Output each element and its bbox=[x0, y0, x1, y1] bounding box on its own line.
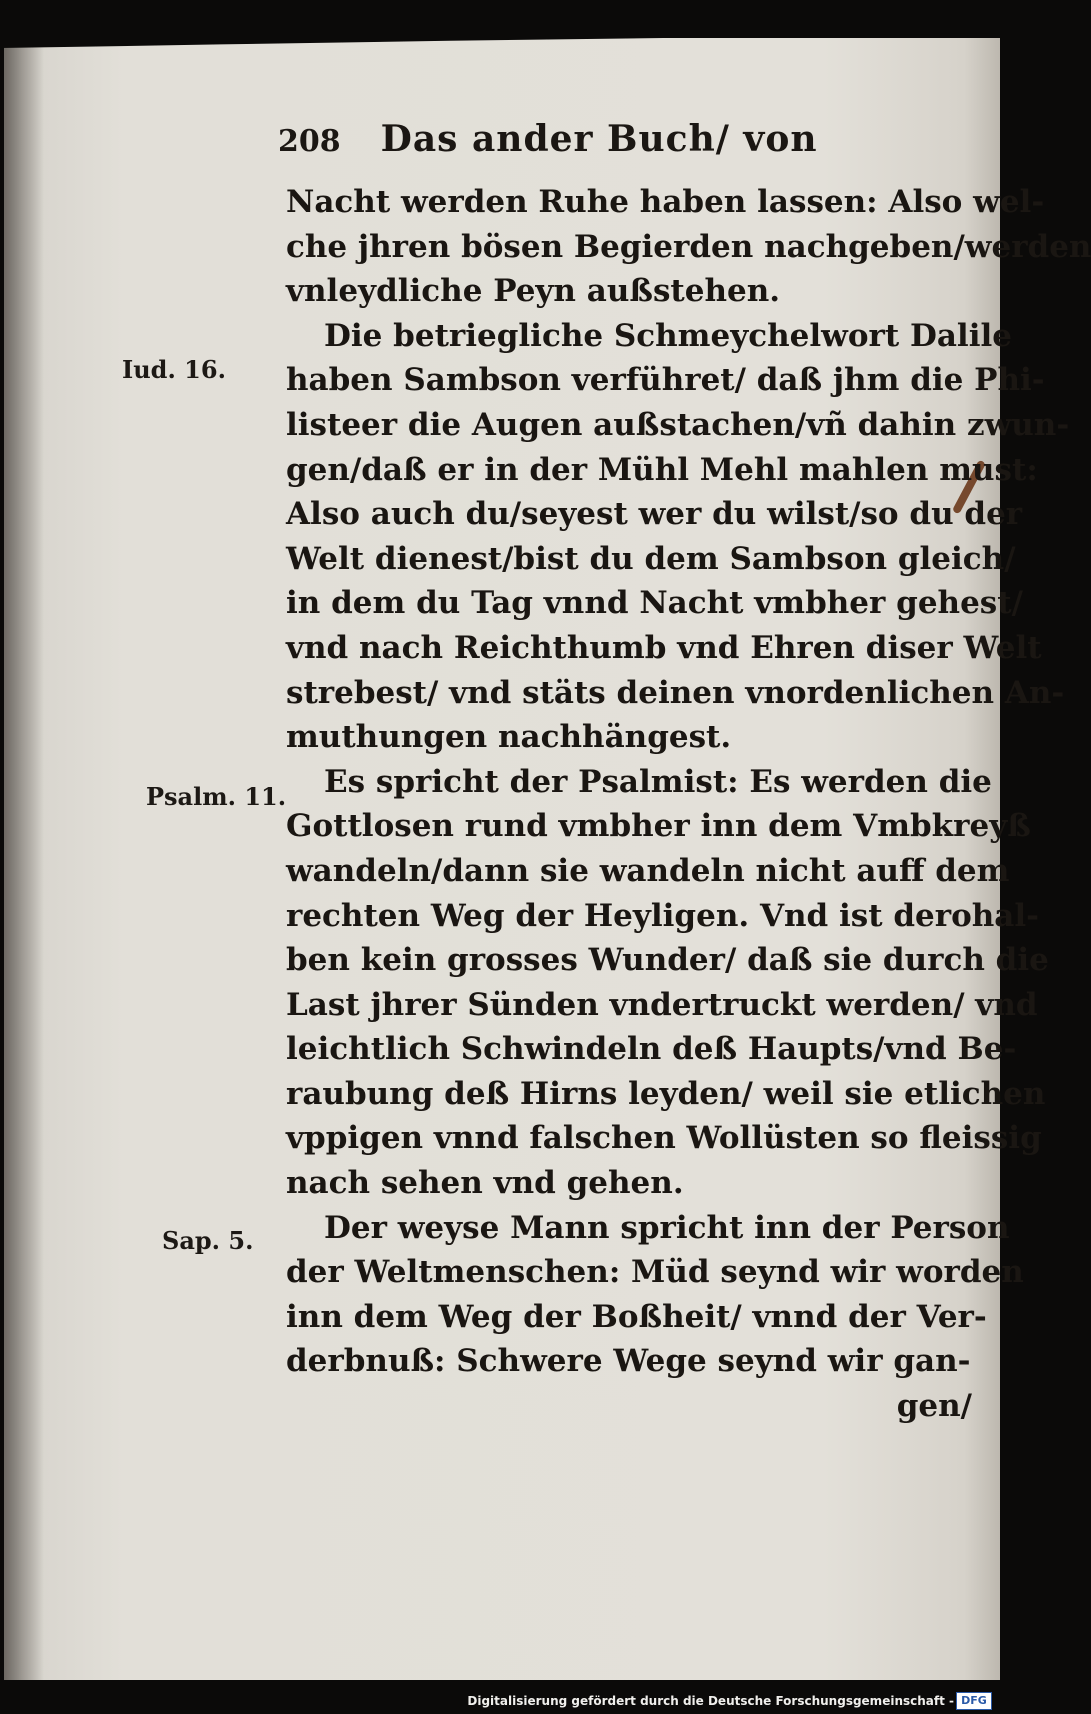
dfg-logo-icon: DFG bbox=[956, 1692, 992, 1710]
text-line: wandeln/dann sie wandeln nicht auff dem bbox=[286, 852, 1010, 889]
text-line: gen/daß er in der Mühl Mehl mahlen must: bbox=[286, 451, 1038, 488]
margin-note-psalm: Psalm. 11. bbox=[146, 782, 287, 811]
text-line: strebest/ vnd stäts deinen vnordenlichen An- bbox=[286, 674, 1065, 711]
text-line: Der weyse Mann spricht inn der Person bbox=[324, 1209, 1010, 1246]
page-gutter-shadow bbox=[4, 38, 44, 1680]
text-line: Es spricht der Psalmist: Es werden die bbox=[324, 763, 992, 800]
page-number: 208 bbox=[278, 124, 341, 159]
text-line: Gottlosen rund vmbher inn dem Vmbkreyß bbox=[286, 808, 1031, 845]
text-line: derbnuß: Schwere Wege seynd wir gan- bbox=[286, 1343, 971, 1380]
text-line: vnleydliche Peyn außstehen. bbox=[286, 273, 781, 310]
margin-note-jud: Iud. 16. bbox=[122, 355, 226, 384]
text-line: in dem du Tag vnnd Nacht vmbher gehest/ bbox=[286, 585, 1023, 622]
text-line: Also auch du/seyest wer du wilst/so du der bbox=[286, 496, 1023, 533]
text-line: raubung deß Hirns leyden/ weil sie etlichen bbox=[286, 1075, 1046, 1112]
text-line: listeer die Augen außstachen/vñ dahin zwun- bbox=[286, 406, 1070, 443]
page-header bbox=[278, 118, 898, 170]
catchword: gen/ bbox=[896, 1388, 972, 1425]
text-line: haben Sambson verführet/ daß jhm die Phi- bbox=[286, 362, 1045, 399]
text-line: nach sehen vnd gehen. bbox=[286, 1165, 684, 1202]
text-line: ben kein grosses Wunder/ daß sie durch die bbox=[286, 942, 1049, 979]
text-line: che jhren bösen Begierden nachgeben/werden bbox=[286, 228, 1091, 265]
running-head: Das ander Buch/ von bbox=[380, 118, 818, 160]
text-line: muthungen nachhängest. bbox=[286, 719, 732, 756]
text-line: rechten Weg der Heyligen. Vnd ist derohal- bbox=[286, 897, 1040, 934]
text-line: Nacht werden Ruhe haben lassen: Also wel- bbox=[286, 184, 1045, 220]
text-line: leichtlich Schwindeln deß Haupts/vnd Be- bbox=[286, 1031, 1017, 1068]
text-line: Last jhrer Sünden vndertruckt werden/ vnd bbox=[286, 986, 1038, 1023]
digitization-credit: Digitalisierung gefördert durch die Deutsche Forschungsgemeinschaft - bbox=[467, 1694, 954, 1708]
text-line: Die betriegliche Schmeychelwort Dalile bbox=[324, 317, 1012, 354]
text-line: vppigen vnnd falschen Wollüsten so fleissig bbox=[286, 1120, 1042, 1157]
text-line: der Weltmenschen: Müd seynd wir worden bbox=[286, 1254, 1024, 1291]
body-text bbox=[286, 180, 1091, 1429]
text-line: Welt dienest/bist du dem Sambson gleich/ bbox=[286, 540, 1016, 577]
text-line: inn dem Weg der Boßheit/ vnnd der Ver- bbox=[286, 1298, 987, 1335]
text-line: vnd nach Reichthumb vnd Ehren diser Welt bbox=[286, 629, 1042, 666]
margin-note-sap: Sap. 5. bbox=[162, 1226, 254, 1255]
